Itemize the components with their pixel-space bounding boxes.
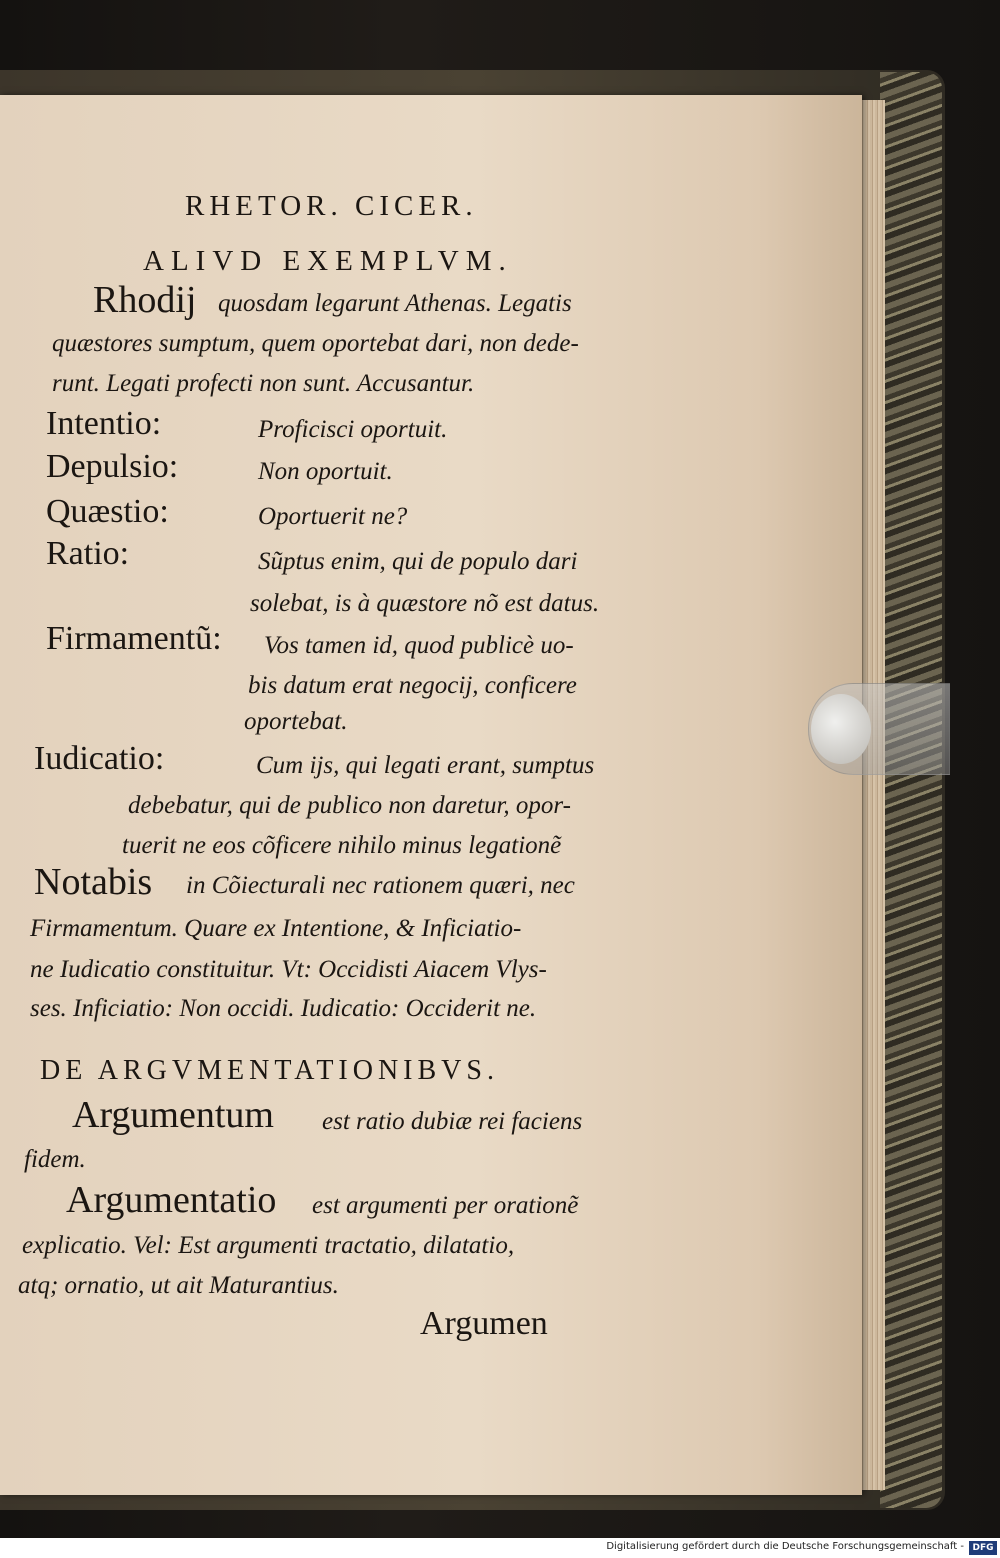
term-quaestio-label: Quæstio: bbox=[46, 493, 169, 530]
term-intentio-label: Intentio: bbox=[46, 405, 162, 442]
term-iudicatio-label: Iudicatio: bbox=[34, 740, 165, 777]
term-firmamentum-line3: oportebat. bbox=[244, 708, 348, 735]
term-ratio-line2: solebat, is à quæstore nõ est datus. bbox=[250, 590, 600, 617]
term-firmamentum-line1: Vos tamen id, quod publicè uo- bbox=[264, 632, 574, 659]
para1-line1: quosdam legarunt Athenas. Legatis bbox=[218, 290, 572, 317]
para1-initial: Rhodij bbox=[93, 279, 197, 321]
term-quaestio-text: Oportuerit ne? bbox=[258, 503, 408, 530]
running-head: RHETOR. CICER. bbox=[185, 190, 478, 222]
notabis-line2: Firmamentum. Quare ex Intentione, & Inficiatio- bbox=[30, 915, 522, 942]
para1-line2: quæstores sumptum, quem oportebat dari, non dede- bbox=[52, 330, 579, 357]
notabis-line3: ne Iudicatio constituitur. Vt: Occidisti Aiacem Vlys- bbox=[30, 956, 547, 983]
term-ratio-line1: Sũptus enim, qui de populo dari bbox=[258, 548, 578, 575]
term-intentio-text: Proficisci oportuit. bbox=[258, 416, 448, 443]
catchword: Argumen bbox=[420, 1305, 548, 1342]
term-firmamentum-label: Firmamentũ: bbox=[46, 620, 222, 657]
term-iudicatio-line2: debebatur, qui de publico non daretur, opor- bbox=[128, 792, 571, 819]
term-iudicatio-line3: tuerit ne eos cõficere nihilo minus legationẽ bbox=[122, 832, 562, 859]
notabis-initial: Notabis bbox=[34, 861, 153, 903]
clasp-knob bbox=[811, 694, 871, 764]
argumentum-line2: fidem. bbox=[24, 1146, 86, 1173]
para1-line3: runt. Legati profecti non sunt. Accusantur. bbox=[52, 370, 475, 397]
argumentatio-initial: Argumentatio bbox=[66, 1179, 277, 1221]
footer-credit: Digitalisierung gefördert durch die Deutsche Forschungsgemeinschaft - bbox=[606, 1541, 964, 1552]
footer-bar bbox=[0, 1538, 1000, 1558]
book-clasp bbox=[808, 683, 950, 775]
notabis-line4: ses. Inficiatio: Non occidi. Iudicatio: Occiderit ne. bbox=[30, 995, 537, 1022]
term-ratio-label: Ratio: bbox=[46, 535, 130, 572]
dfg-logo: DFG bbox=[969, 1541, 997, 1555]
notabis-line1: in Cõiecturali nec rationem quæri, nec bbox=[186, 872, 575, 899]
argumentum-initial: Argumentum bbox=[72, 1094, 274, 1136]
term-depulsio-label: Depulsio: bbox=[46, 448, 179, 485]
argumentatio-line2: explicatio. Vel: Est argumenti tractatio, dilatatio, bbox=[22, 1232, 515, 1259]
term-firmamentum-line2: bis datum erat negocij, conficere bbox=[248, 672, 577, 699]
section-heading: DE ARGVMENTATIONIBVS. bbox=[40, 1055, 499, 1086]
argumentatio-line1: est argumenti per orationẽ bbox=[312, 1192, 579, 1219]
subheading: ALIVD EXEMPLVM. bbox=[143, 245, 513, 277]
argumentatio-line3: atq; ornatio, ut ait Maturantius. bbox=[18, 1272, 339, 1299]
argumentum-line1: est ratio dubiæ rei faciens bbox=[322, 1108, 583, 1135]
term-iudicatio-line1: Cum ijs, qui legati erant, sumptus bbox=[256, 752, 595, 779]
term-depulsio-text: Non oportuit. bbox=[258, 458, 393, 485]
book-cover-edge bbox=[880, 72, 942, 1508]
